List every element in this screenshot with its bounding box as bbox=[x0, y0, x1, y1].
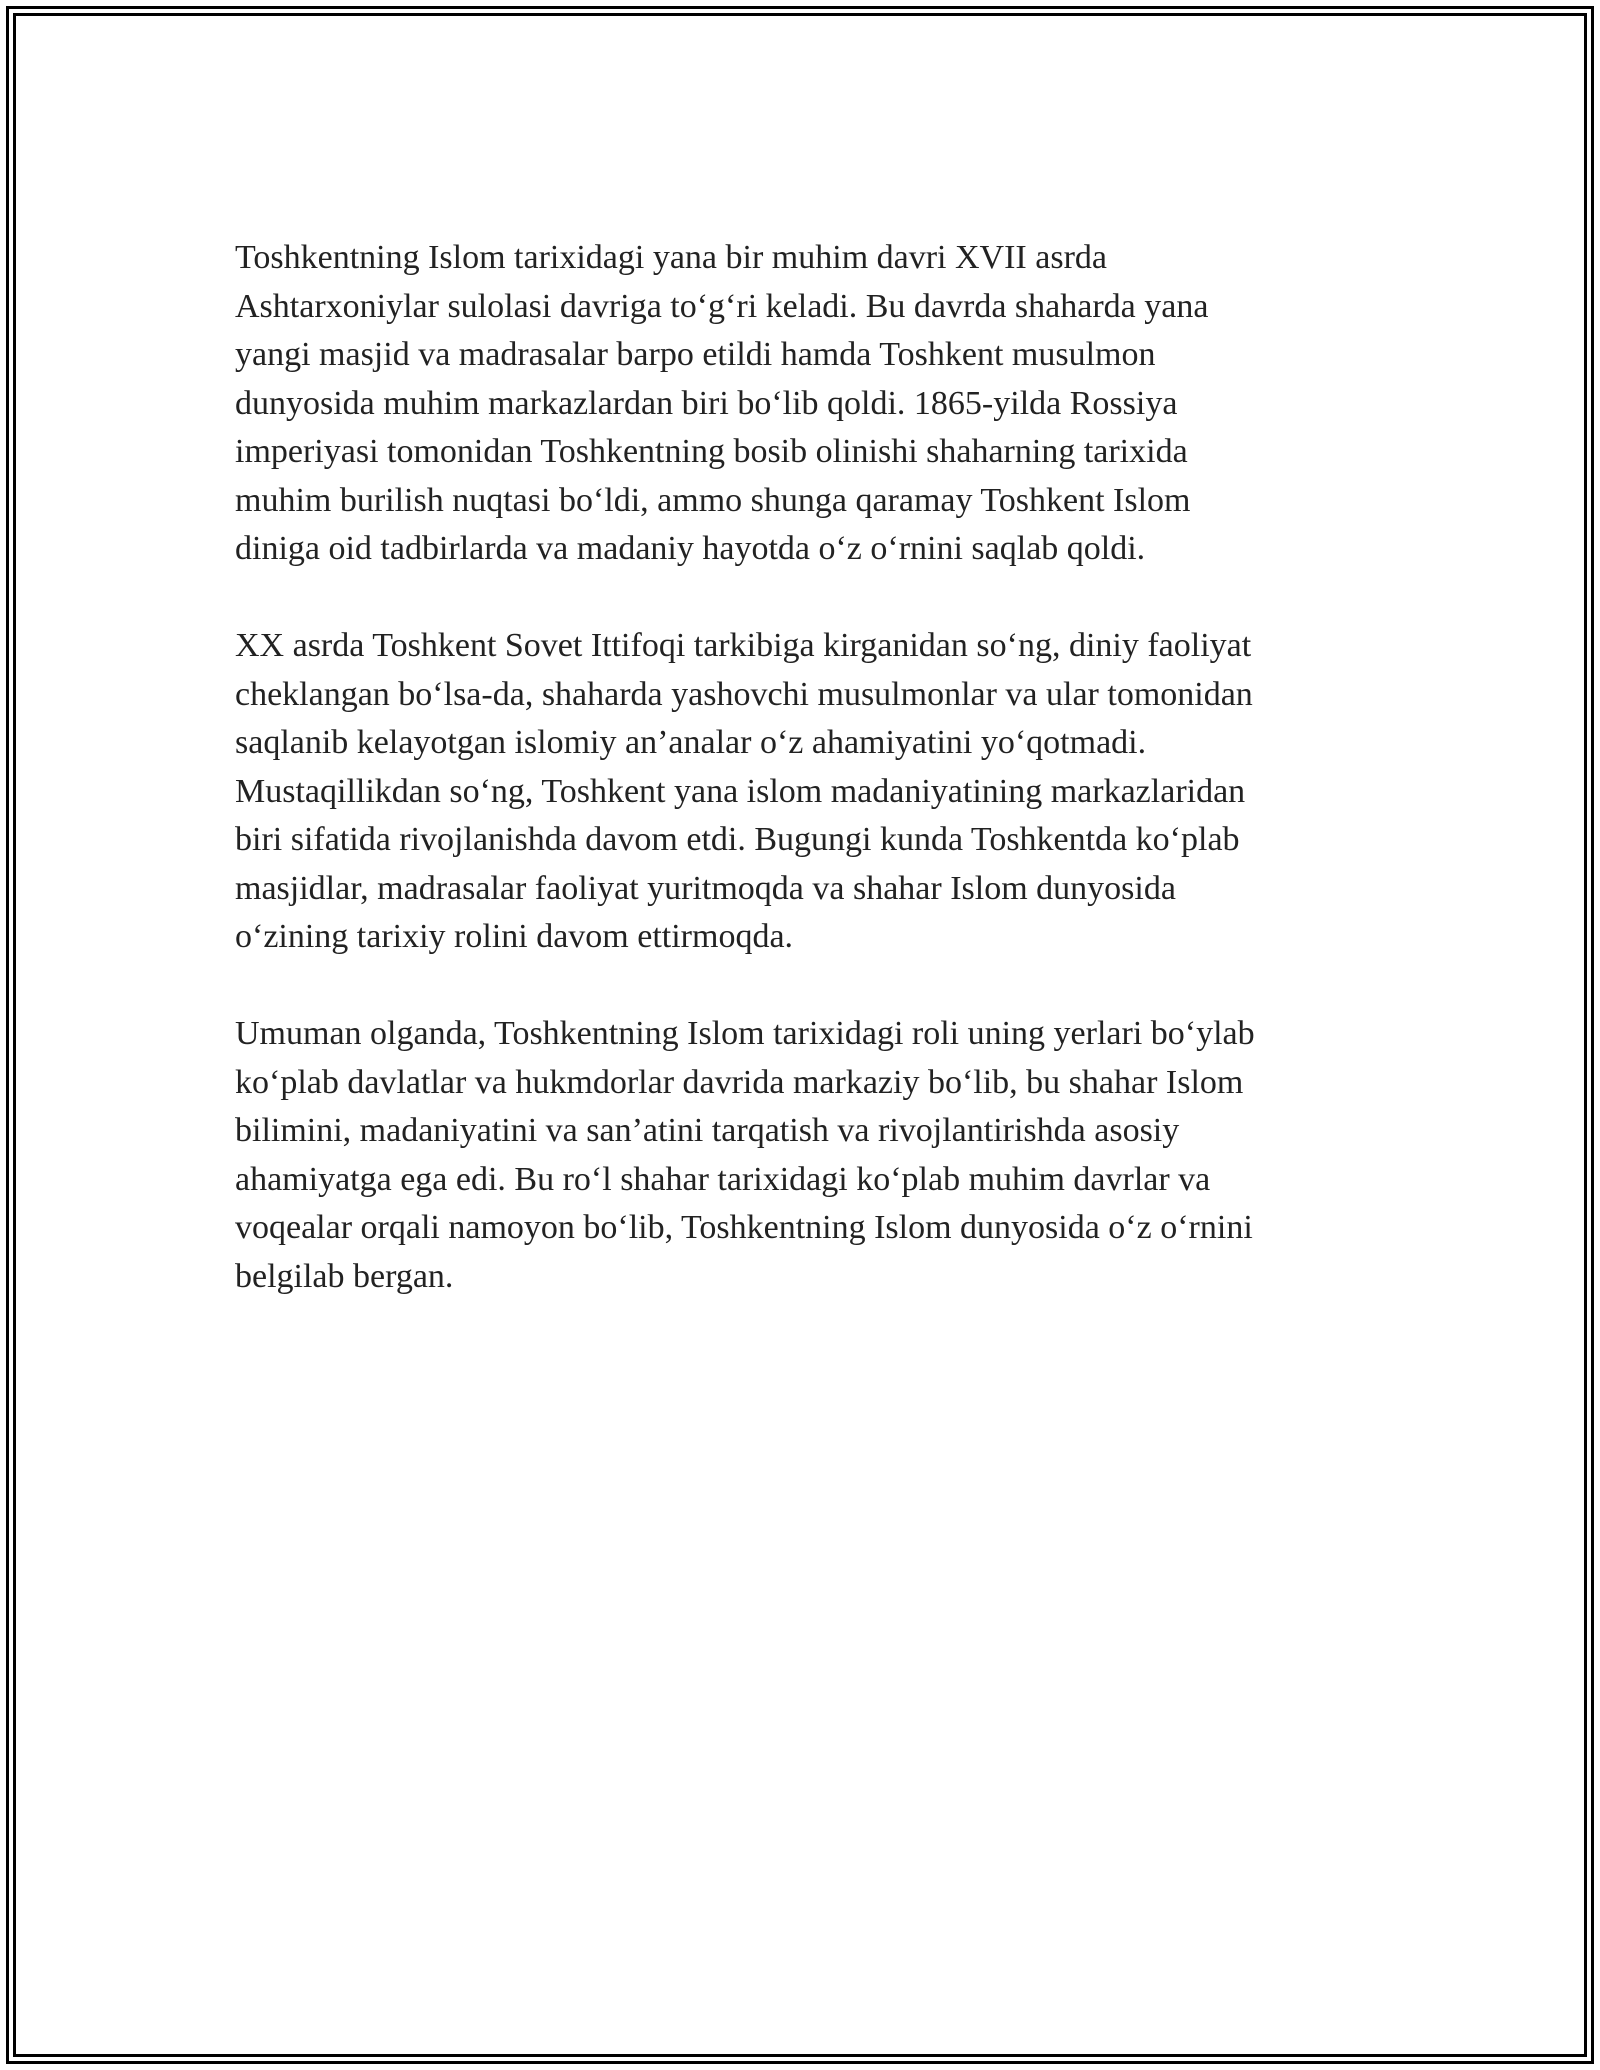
paragraph-line: ahamiyatga ega edi. Bu ro‘l shahar tarixidagi ko‘plab muhim davrlar va bbox=[235, 1160, 1211, 1198]
paragraph-line: Ashtarxoniylar sulolasi davriga to‘g‘ri keladi. Bu davrda shaharda yana bbox=[235, 287, 1209, 325]
paragraph-2 bbox=[235, 622, 1355, 962]
paragraph-line: dunyosida muhim markazlardan biri bo‘lib qoldi. 1865-yilda Rossiya bbox=[235, 384, 1178, 422]
paragraph-1 bbox=[235, 234, 1355, 574]
paragraph-line: saqlanib kelayotgan islomiy an’analar o‘z ahamiyatini yo‘qotmadi. bbox=[235, 724, 1147, 761]
paragraph-line: Mustaqillikdan so‘ng, Toshkent yana islom madaniyatining markazlaridan bbox=[235, 772, 1246, 810]
paragraph-line: Umuman olganda, Toshkentning Islom tarixidagi roli uning yerlari bo‘ylab bbox=[235, 1015, 1255, 1052]
paragraph-line: o‘zining tarixiy rolini davom ettirmoqda. bbox=[235, 918, 794, 955]
paragraph-line: XX asrda Toshkent Sovet Ittifoqi tarkibiga kirganidan so‘ng, diniy faoliyat bbox=[235, 627, 1252, 664]
paragraph-line: imperiyasi tomonidan Toshkentning bosib olinishi shaharning tarixida bbox=[235, 433, 1188, 470]
paragraph-3 bbox=[235, 1010, 1355, 1301]
paragraph-line: cheklangan bo‘lsa-da, shaharda yashovchi musulmonlar va ular tomonidan bbox=[235, 675, 1253, 713]
paragraph-line: ko‘plab davlatlar va hukmdorlar davrida markaziy bo‘lib, bu shahar Islom bbox=[235, 1063, 1244, 1101]
paragraph-line: bilimini, madaniyatini va san’atini tarqatish va rivojlantirishda asosiy bbox=[235, 1112, 1180, 1149]
document-body bbox=[235, 234, 1355, 1350]
paragraph-line: Toshkentning Islom tarixidagi yana bir muhim davri XVII asrda bbox=[235, 239, 1107, 276]
paragraph-line: masjidlar, madrasalar faoliyat yuritmoqda va shahar Islom dunyosida bbox=[235, 869, 1176, 907]
paragraph-line: belgilab bergan. bbox=[235, 1257, 454, 1295]
paragraph-line: muhim burilish nuqtasi bo‘ldi, ammo shunga qaramay Toshkent Islom bbox=[235, 481, 1191, 519]
paragraph-line: diniga oid tadbirlarda va madaniy hayotda o‘z o‘rnini saqlab qoldi. bbox=[235, 530, 1146, 567]
paragraph-line: voqealar orqali namoyon bo‘lib, Toshkentning Islom dunyosida o‘z o‘rnini bbox=[235, 1209, 1253, 1246]
paragraph-line: yangi masjid va madrasalar barpo etildi hamda Toshkent musulmon bbox=[235, 336, 1156, 373]
paragraph-line: biri sifatida rivojlanishda davom etdi. Bugungi kunda Toshkentda ko‘plab bbox=[235, 821, 1240, 858]
